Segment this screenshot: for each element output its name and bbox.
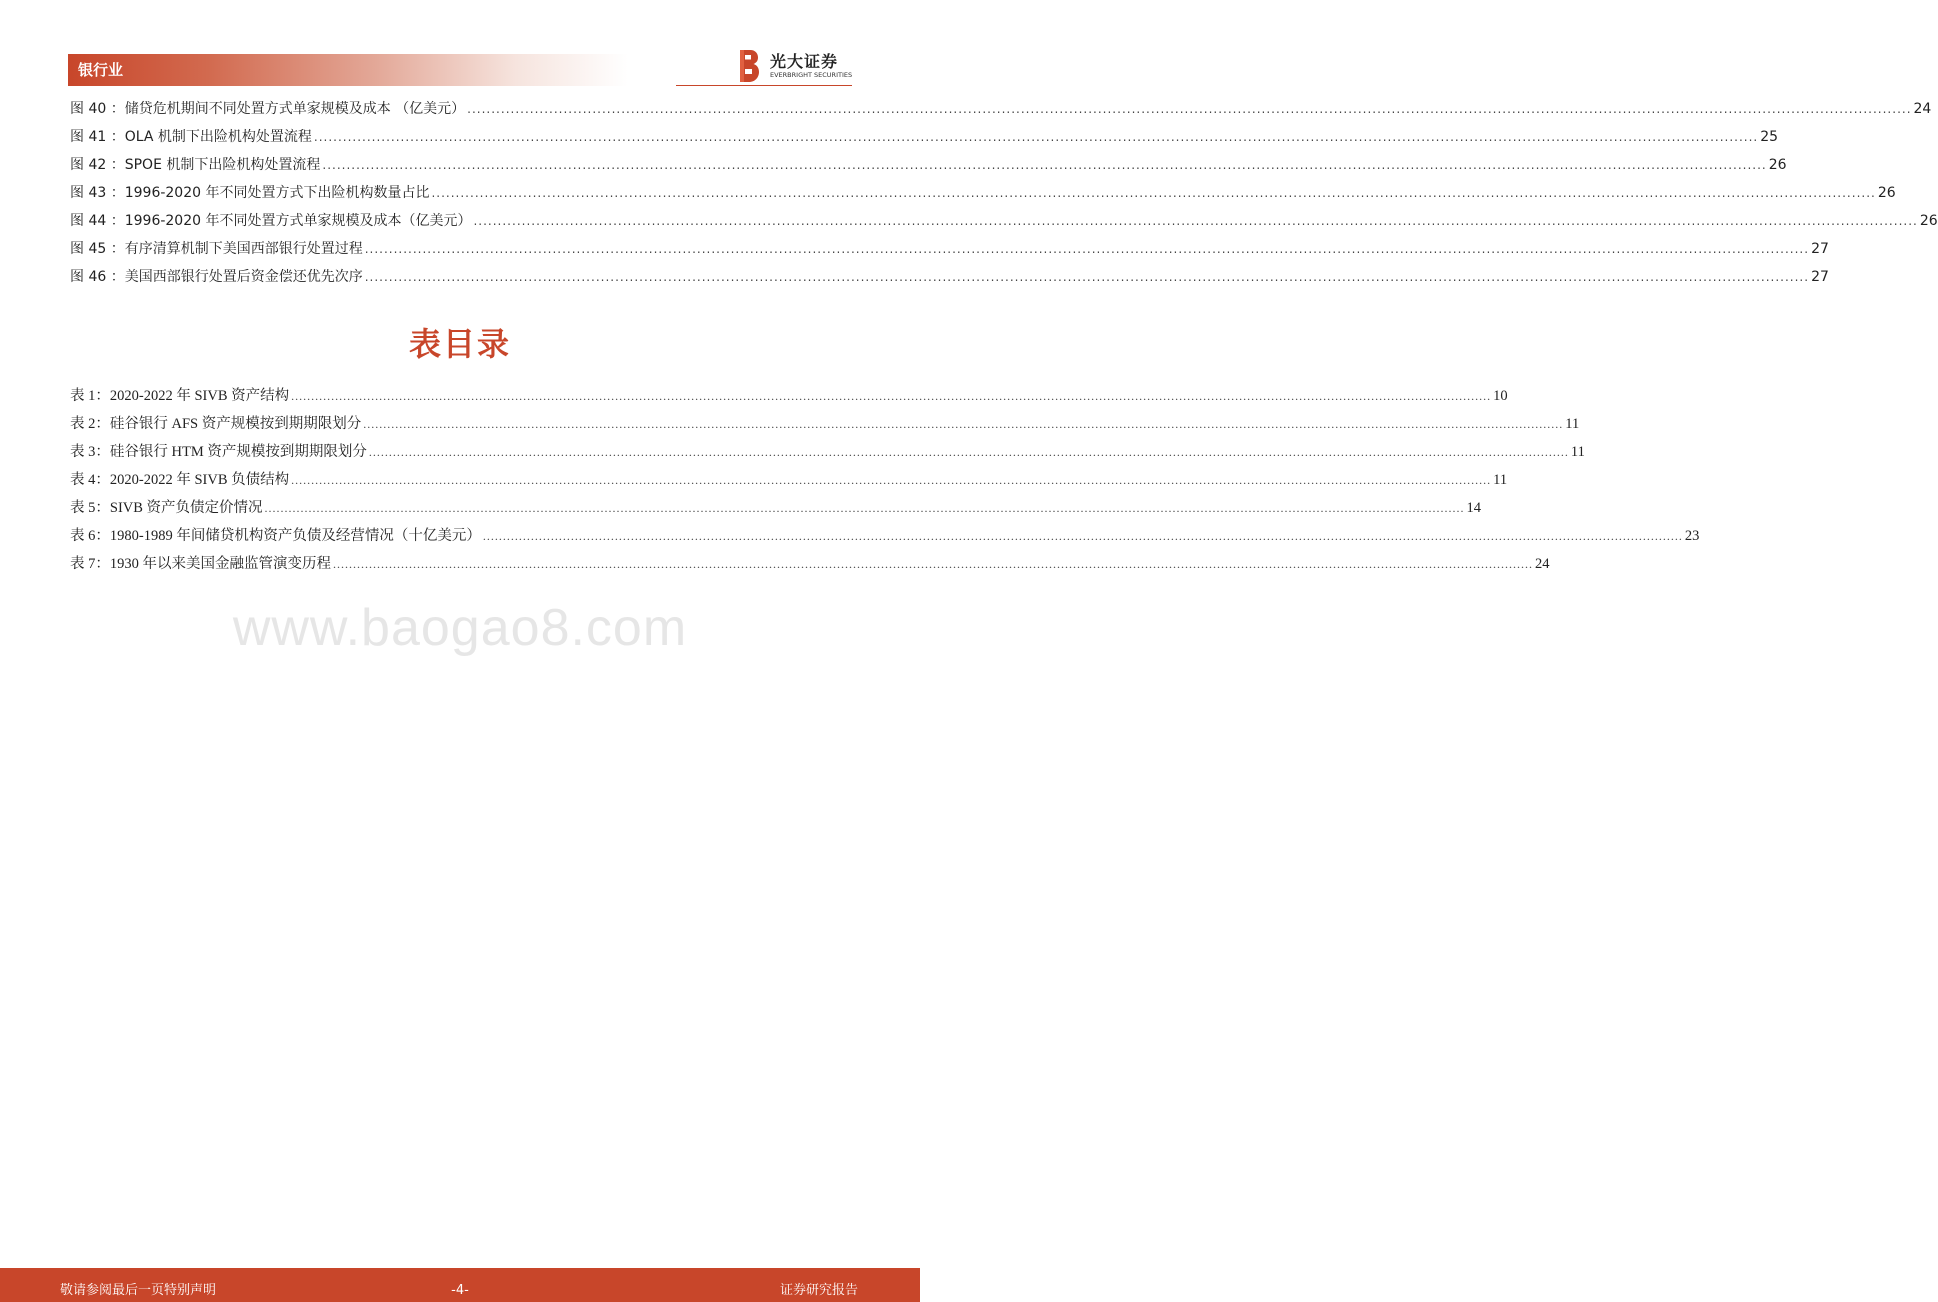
leader-dots: ............................................................................................................................................................................................................................................................................................................ xyxy=(473,214,1918,228)
everbright-logo-icon xyxy=(737,49,761,83)
table-label: 表 4： xyxy=(70,472,110,488)
table-title: 硅谷银行 HTM 资产规模按到期期限划分 xyxy=(109,444,367,460)
figure-label: 图 43 ： xyxy=(70,185,125,201)
figure-title: 储贷危机期间不同处置方式单家规模及成本 （亿美元） xyxy=(124,101,466,117)
figure-page: 27 xyxy=(1811,241,1829,257)
table-title: 2020-2022 年 SIVB 负债结构 xyxy=(109,472,290,488)
table-label: 表 3： xyxy=(70,444,110,460)
figure-title: 1996-2020 年不同处置方式下出险机构数量占比 xyxy=(124,185,430,201)
footer-report-type: 证券研究报告 xyxy=(779,1283,858,1298)
table-page: 24 xyxy=(1535,556,1550,572)
table-label: 表 5： xyxy=(70,500,110,516)
header-rule xyxy=(676,85,852,86)
figure-page: 26 xyxy=(1919,213,1938,229)
figure-title: 美国西部银行处置后资金偿还优先次序 xyxy=(124,269,363,285)
figure-page: 26 xyxy=(1768,157,1787,173)
figure-index xyxy=(70,95,1938,291)
table-label: 表 7： xyxy=(70,556,110,572)
figure-entry[interactable] xyxy=(70,263,1829,291)
leader-dots: ............................................................................................................................................................................................................................................................................................................ xyxy=(322,158,1767,172)
figure-label: 图 45 ： xyxy=(70,241,125,257)
figure-page: 25 xyxy=(1760,129,1779,145)
figure-label: 图 42 ： xyxy=(70,157,125,173)
figure-page: 24 xyxy=(1913,101,1932,117)
figure-entry[interactable] xyxy=(70,95,1932,123)
leader-dots: ............................................................................................................................................................................................................................................................................................................ xyxy=(368,445,1569,459)
table-title: 硅谷银行 AFS 资产规模按到期期限划分 xyxy=(109,416,362,432)
table-entry[interactable] xyxy=(70,466,1508,494)
figure-page: 27 xyxy=(1811,269,1829,285)
figure-title: 1996-2020 年不同处置方式单家规模及成本（亿美元） xyxy=(124,213,472,229)
figure-title: SPOE 机制下出险机构处置流程 xyxy=(124,157,321,173)
table-label: 表 6： xyxy=(70,528,110,544)
figure-entry[interactable] xyxy=(70,123,1779,151)
leader-dots: ............................................................................................................................................................................................................................................................................................................ xyxy=(467,102,1912,116)
figure-title: OLA 机制下出险机构处置流程 xyxy=(124,129,312,145)
leader-dots: ............................................................................................................................................................................................................................................................................................................ xyxy=(264,501,1465,515)
table-title: 1980-1989 年间储贷机构资产负债及经营情况（十亿美元） xyxy=(109,528,481,544)
table-entry[interactable] xyxy=(70,494,1482,522)
leader-dots: ............................................................................................................................................................................................................................................................................................................ xyxy=(364,242,1810,256)
figure-label: 图 41 ： xyxy=(70,129,125,145)
table-page: 11 xyxy=(1493,472,1508,488)
table-label: 表 2： xyxy=(70,416,110,432)
figure-entry[interactable] xyxy=(70,179,1896,207)
table-index xyxy=(70,382,1700,578)
table-page: 23 xyxy=(1684,528,1700,544)
watermark: www.baogao8.com xyxy=(232,599,688,657)
table-page: 10 xyxy=(1493,388,1508,404)
table-title: SIVB 资产负债定价情况 xyxy=(109,500,263,516)
figure-title: 有序清算机制下美国西部银行处置过程 xyxy=(124,241,363,257)
table-entry[interactable] xyxy=(70,550,1550,578)
leader-dots: ............................................................................................................................................................................................................................................................................................................ xyxy=(313,130,1759,144)
table-entry[interactable] xyxy=(70,522,1700,550)
tables-index-heading: 表目录 xyxy=(408,325,511,363)
table-entry[interactable] xyxy=(70,438,1585,466)
table-title: 1930 年以来美国金融监管演变历程 xyxy=(109,556,331,572)
leader-dots: ............................................................................................................................................................................................................................................................................................................ xyxy=(482,529,1683,543)
logo-name-cn: 光大证券 xyxy=(770,52,839,71)
leader-dots: ............................................................................................................................................................................................................................................................................................................ xyxy=(364,270,1810,284)
figure-label: 图 40 ： xyxy=(70,101,125,117)
table-page: 14 xyxy=(1466,500,1482,516)
table-page: 11 xyxy=(1570,444,1585,460)
leader-dots: ............................................................................................................................................................................................................................................................................................................ xyxy=(333,557,1533,571)
table-title: 2020-2022 年 SIVB 资产结构 xyxy=(109,388,290,404)
header-band xyxy=(68,54,628,86)
figure-entry[interactable] xyxy=(70,235,1829,263)
table-page: 11 xyxy=(1565,416,1580,432)
figure-entry[interactable] xyxy=(70,207,1938,235)
table-entry[interactable] xyxy=(70,382,1508,410)
logo-name-en: EVERBRIGHT SECURITIES xyxy=(770,71,853,79)
leader-dots: ............................................................................................................................................................................................................................................................................................................ xyxy=(363,417,1564,431)
footer-disclaimer: 敬请参阅最后一页特别声明 xyxy=(60,1283,217,1298)
section-label: 银行业 xyxy=(78,61,124,79)
table-entry[interactable] xyxy=(70,410,1580,438)
figure-entry[interactable] xyxy=(70,151,1787,179)
company-logo xyxy=(737,48,857,84)
leader-dots: ............................................................................................................................................................................................................................................................................................................ xyxy=(291,473,1492,487)
figure-page: 26 xyxy=(1877,185,1896,201)
footer-page-number: -4- xyxy=(451,1283,469,1298)
leader-dots: ............................................................................................................................................................................................................................................................................................................ xyxy=(291,389,1492,403)
figure-label: 图 46 ： xyxy=(70,269,125,285)
figure-label: 图 44 ： xyxy=(70,213,125,229)
table-label: 表 1： xyxy=(70,388,110,404)
leader-dots: ............................................................................................................................................................................................................................................................................................................ xyxy=(431,186,1876,200)
